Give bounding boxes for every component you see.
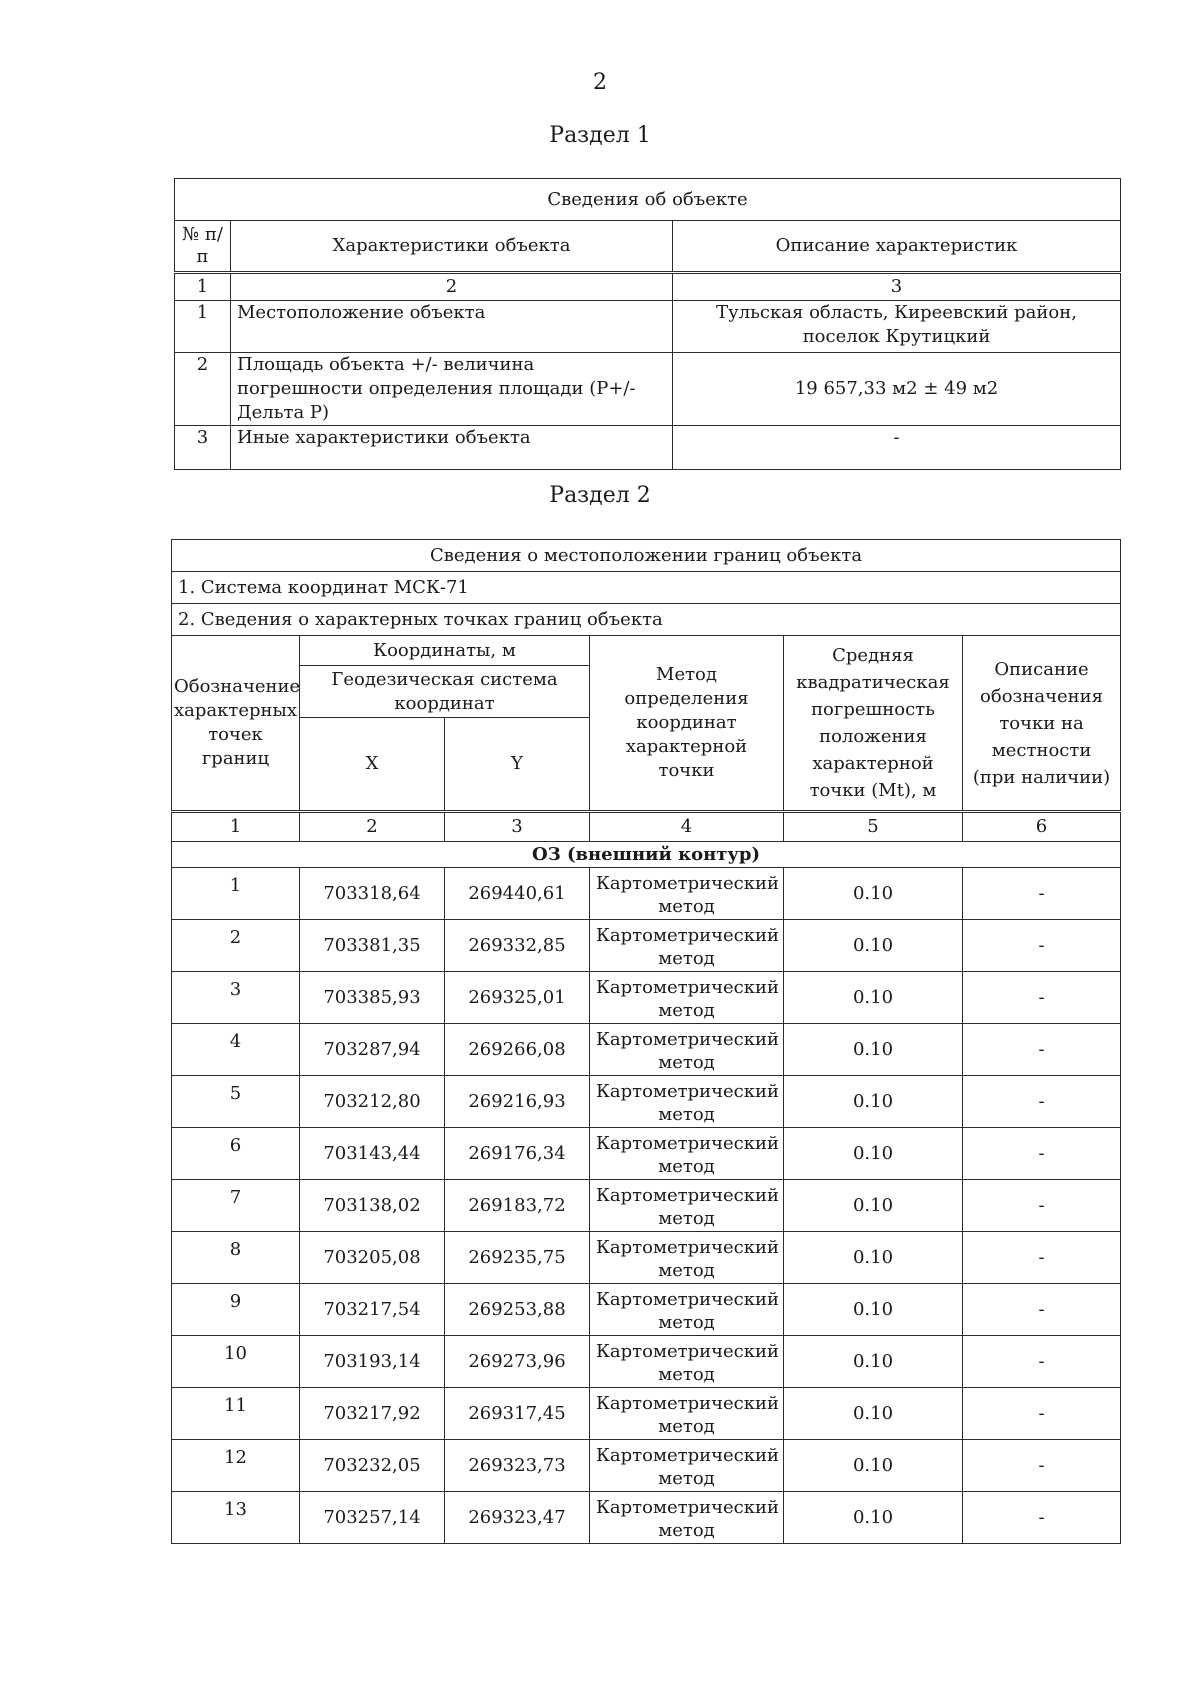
method-cell: Картометрический метод (590, 1024, 784, 1076)
contour-row (172, 842, 1121, 868)
point-description: - (963, 1336, 1121, 1388)
header-row (172, 636, 1121, 666)
coordinate-y: 269323,73 (445, 1440, 590, 1492)
method-cell: Картометрический метод (590, 868, 784, 920)
point-description: - (963, 1388, 1121, 1440)
page-number: 2 (593, 70, 607, 95)
error-value: 0.10 (784, 1440, 963, 1492)
point-number: 10 (172, 1336, 300, 1388)
characteristic-name: Площадь объекта +/- величина погрешности определения площади (Р+/- Дельта Р) (231, 353, 673, 426)
col-number-1: 1 (172, 812, 300, 842)
table-row (172, 1492, 1121, 1544)
table-row (172, 1024, 1121, 1076)
characteristic-value: 19 657,33 м2 ± 49 м2 (673, 353, 1121, 426)
method-cell: Картометрический метод (590, 1336, 784, 1388)
header-x: X (300, 718, 445, 812)
coordinate-x: 703217,54 (300, 1284, 445, 1336)
contour-label: ОЗ (внешний контур) (172, 842, 1121, 868)
point-description: - (963, 1076, 1121, 1128)
error-value: 0.10 (784, 1284, 963, 1336)
point-description: - (963, 1284, 1121, 1336)
column-number-row (172, 812, 1121, 842)
col-number-3: 3 (445, 812, 590, 842)
coordinate-x: 703232,05 (300, 1440, 445, 1492)
coordinate-x: 703257,14 (300, 1492, 445, 1544)
table-row (172, 1284, 1121, 1336)
characteristic-value: Тульская область, Киреевский район, поселок Крутицкий (673, 301, 1121, 353)
table-title-row (175, 179, 1121, 221)
section-1-title: Раздел 1 (549, 123, 651, 148)
point-number: 9 (172, 1284, 300, 1336)
error-value: 0.10 (784, 1024, 963, 1076)
point-number: 8 (172, 1232, 300, 1284)
point-number: 5 (172, 1076, 300, 1128)
table-row (172, 920, 1121, 972)
table-row (172, 868, 1121, 920)
table-row (172, 1232, 1121, 1284)
coordinate-x: 703212,80 (300, 1076, 445, 1128)
header-method: Метод определения координат характерной точки (590, 636, 784, 812)
point-description: - (963, 868, 1121, 920)
coordinate-y: 269323,47 (445, 1492, 590, 1544)
error-value: 0.10 (784, 1076, 963, 1128)
table-row (172, 1128, 1121, 1180)
error-value: 0.10 (784, 1336, 963, 1388)
header-description: Описание характеристик (673, 221, 1121, 273)
header-geodetic-system: Геодезическая система координат (300, 666, 590, 718)
coordinate-x: 703143,44 (300, 1128, 445, 1180)
point-description: - (963, 1232, 1121, 1284)
header-characteristics: Характеристики объекта (231, 221, 673, 273)
method-cell: Картометрический метод (590, 1128, 784, 1180)
point-description: - (963, 1440, 1121, 1492)
col-number-6: 6 (963, 812, 1121, 842)
error-value: 0.10 (784, 920, 963, 972)
table-row (175, 301, 1121, 353)
row-number: 1 (175, 301, 231, 353)
coordinate-x: 703381,35 (300, 920, 445, 972)
point-description: - (963, 1024, 1121, 1076)
error-value: 0.10 (784, 972, 963, 1024)
table-row (175, 353, 1121, 426)
coordinate-x: 703385,93 (300, 972, 445, 1024)
col-number-5: 5 (784, 812, 963, 842)
coordinate-y: 269235,75 (445, 1232, 590, 1284)
header-point: Обозначение характерных точек границ (172, 636, 300, 812)
point-description: - (963, 920, 1121, 972)
point-number: 6 (172, 1128, 300, 1180)
table-row (175, 426, 1121, 470)
point-number: 11 (172, 1388, 300, 1440)
coordinate-system-row (172, 572, 1121, 604)
coordinate-x: 703217,92 (300, 1388, 445, 1440)
error-value: 0.10 (784, 1492, 963, 1544)
coordinate-y: 269440,61 (445, 868, 590, 920)
point-description: - (963, 1180, 1121, 1232)
table-title-row (172, 540, 1121, 572)
table-row (172, 1180, 1121, 1232)
characteristic-value: - (673, 426, 1121, 470)
header-y: Y (445, 718, 590, 812)
point-description: - (963, 1128, 1121, 1180)
coordinate-x: 703193,14 (300, 1336, 445, 1388)
point-number: 4 (172, 1024, 300, 1076)
point-number: 7 (172, 1180, 300, 1232)
table-row (172, 1076, 1121, 1128)
method-cell: Картометрический метод (590, 972, 784, 1024)
method-cell: Картометрический метод (590, 1284, 784, 1336)
header-coordinates: Координаты, м (300, 636, 590, 666)
point-number: 3 (172, 972, 300, 1024)
coordinate-y: 269317,45 (445, 1388, 590, 1440)
point-number: 13 (172, 1492, 300, 1544)
coordinate-y: 269183,72 (445, 1180, 590, 1232)
coordinate-y: 269176,34 (445, 1128, 590, 1180)
col-number-1: 1 (175, 273, 231, 301)
point-number: 12 (172, 1440, 300, 1492)
table-row (172, 1440, 1121, 1492)
characteristic-name: Местоположение объекта (231, 301, 673, 353)
error-value: 0.10 (784, 1232, 963, 1284)
table-row (172, 1388, 1121, 1440)
header-error: Средняя квадратическая погрешность положения характерной точки (Mt), м (784, 636, 963, 812)
coordinate-y: 269325,01 (445, 972, 590, 1024)
points-body (172, 868, 1121, 1544)
method-cell: Картометрический метод (590, 1180, 784, 1232)
column-number-row (175, 273, 1121, 301)
coordinate-system: 1. Система координат МСК-71 (172, 572, 1121, 604)
table-title: Сведения о местоположении границ объекта (172, 540, 1121, 572)
method-cell: Картометрический метод (590, 1076, 784, 1128)
table-title: Сведения об объекте (175, 179, 1121, 221)
method-cell: Картометрический метод (590, 1440, 784, 1492)
coordinate-x: 703287,94 (300, 1024, 445, 1076)
col-number-4: 4 (590, 812, 784, 842)
header-row (175, 221, 1121, 273)
header-number: № п/п (175, 221, 231, 273)
error-value: 0.10 (784, 1180, 963, 1232)
point-number: 2 (172, 920, 300, 972)
point-number: 1 (172, 868, 300, 920)
section-2-title: Раздел 2 (549, 483, 651, 508)
row-number: 2 (175, 353, 231, 426)
col-number-2: 2 (300, 812, 445, 842)
coordinate-y: 269332,85 (445, 920, 590, 972)
col-number-3: 3 (673, 273, 1121, 301)
error-value: 0.10 (784, 868, 963, 920)
table-row (172, 972, 1121, 1024)
coordinate-y: 269216,93 (445, 1076, 590, 1128)
coordinate-y: 269273,96 (445, 1336, 590, 1388)
point-description: - (963, 1492, 1121, 1544)
coordinate-x: 703138,02 (300, 1180, 445, 1232)
method-cell: Картометрический метод (590, 1388, 784, 1440)
col-number-2: 2 (231, 273, 673, 301)
point-description: - (963, 972, 1121, 1024)
coordinate-x: 703205,08 (300, 1232, 445, 1284)
method-cell: Картометрический метод (590, 1492, 784, 1544)
error-value: 0.10 (784, 1388, 963, 1440)
characteristic-name: Иные характеристики объекта (231, 426, 673, 470)
points-info: 2. Сведения о характерных точках границ объекта (172, 604, 1121, 636)
method-cell: Картометрический метод (590, 1232, 784, 1284)
boundary-points-table (171, 539, 1121, 1544)
method-cell: Картометрический метод (590, 920, 784, 972)
error-value: 0.10 (784, 1128, 963, 1180)
coordinate-y: 269253,88 (445, 1284, 590, 1336)
coordinate-x: 703318,64 (300, 868, 445, 920)
table-row (172, 1336, 1121, 1388)
points-info-row (172, 604, 1121, 636)
header-description: Описание обозначения точки на местности (при наличии) (963, 636, 1121, 812)
row-number: 3 (175, 426, 231, 470)
object-info-table (174, 178, 1121, 470)
coordinate-y: 269266,08 (445, 1024, 590, 1076)
